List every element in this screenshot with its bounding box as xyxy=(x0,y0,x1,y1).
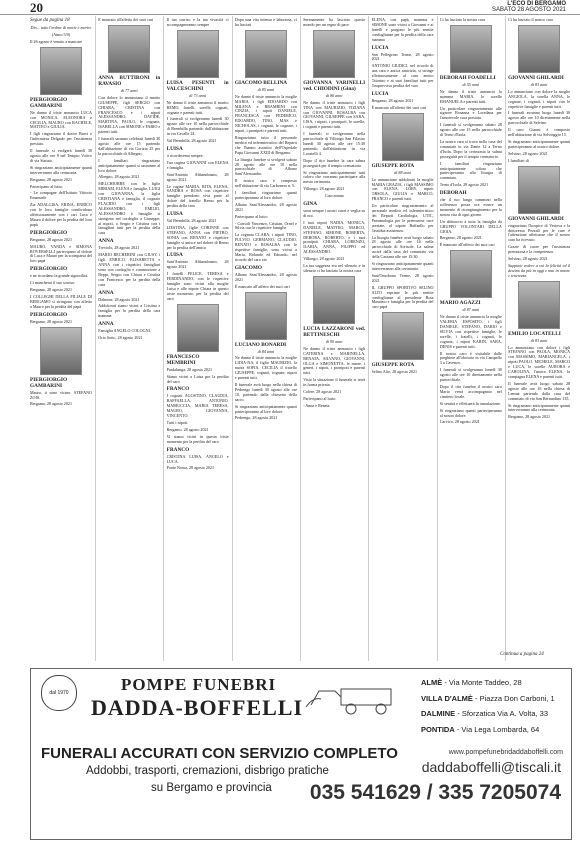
obituary-text: È mancato all'affetto dei suoi cari xyxy=(439,242,495,248)
column-divider xyxy=(505,16,506,661)
deceased-name: GIOVANNI GHILARDI xyxy=(508,215,564,222)
deceased-name: GINA xyxy=(303,201,318,208)
branch-line: DALMINE - Sforzatica Via A. Volta, 33 xyxy=(421,709,549,718)
obituary-text: Il funerale avrà luogo nella chiesa di Pedrengo lunedì 30 agosto alle ore 10, partendo dalla chiesetta della sacro. xyxy=(234,381,297,402)
deceased-name: MARIO AGAZZI xyxy=(439,300,481,307)
obituary-text: Bergamo, 28 agosto 2021 xyxy=(30,176,72,182)
obituary-text: Pedrengo, 28 agosto 2021 xyxy=(234,415,278,421)
obituary-column xyxy=(303,18,365,663)
obituary-text: di 73 anni xyxy=(189,92,206,98)
portrait-photo xyxy=(518,281,560,329)
deceased-name: LUISA xyxy=(166,211,183,218)
ad-website[interactable]: www.pompefunebridaddaboffelli.com xyxy=(448,749,563,756)
obituary-column xyxy=(235,18,297,663)
obituary-text: I figli ringraziano il dottor Bravi e l'infermiera Delgado per l'assistenza prestata. xyxy=(30,131,92,147)
deceased-name: ANNA xyxy=(98,238,114,245)
portrait-photo xyxy=(40,47,82,95)
obituary-text: Dopo una vita intensa e laboriosa, ci ha lasciati xyxy=(234,18,297,27)
obituary-text: I familiari di xyxy=(508,157,529,163)
obituary-text: Bergamo, 28 agosto 2021 xyxy=(508,414,551,420)
deceased-name: GIOVANNA VARINELLI ved. CHIODINI (Gina) xyxy=(303,79,366,92)
obituary-text: Si ringraziano anticipatamente quanti interverranno alla cerimonia. xyxy=(30,164,92,175)
deceased-name: DEBORAH xyxy=(439,190,467,197)
obituary-column xyxy=(30,26,92,671)
obituary-text: di 55 anni xyxy=(462,81,480,87)
obituary-text: I familiari ringraziano anticipatamente coloro che parteciperanno alla liturgia di commiato. xyxy=(439,160,502,181)
ad-brand-main: DADDA-BOFFELLI xyxy=(91,695,304,720)
obituary-text: di 88 anni xyxy=(394,169,411,175)
obituary-text: MARIO BECHERINI con GIUSY, i figli ENRICO, ELISABETTA e ANNA con i rispettivi famigliari sono con cordoglio e commozione a Beppi, Sergio con Chiara e Cristina con Francesco per la perdita della cara xyxy=(98,252,161,287)
obituary-text: Pradalunga, 28 agosto 2021 xyxy=(166,366,213,372)
branch-line: VILLA D'ALMÈ - Piazza Don Carboni, 1 xyxy=(421,693,555,703)
portrait-photo xyxy=(382,113,424,161)
obituary-text: I familiari ringraziano anticipatamente quanti si uniranno al loro dolore. xyxy=(98,157,161,173)
obituary-text: Ne danno il triste annuncio la mamma MARIA, le sorelle EMANUELA e parenti tutti. xyxy=(439,88,502,104)
portrait-photo xyxy=(450,250,492,298)
continued-to: Continua a pagina 24 xyxy=(500,652,544,657)
obituary-text: Villongo, 28 agosto 2021 xyxy=(303,186,345,192)
deceased-name: PIERGIORGIO xyxy=(30,229,68,236)
obituary-text: Il nostro caro è composto nell'abitazione di via Carbonera n. 5. xyxy=(234,178,297,189)
obituary-text: di 77 anni xyxy=(120,87,138,93)
obituary-text: Ne danno il triste annuncio la moglie VALERIA ESPOSITO, i figli DANIELE, STEFANO, DARIO e SILVIA con rispettive famiglie, le sorelle, i fratelli, i cognati, le cognate, i nipoti KARIN, SARA, DENIS e parenti tutti. xyxy=(439,314,502,349)
obituary-text: sarai sempre i nostri cuori e veglia su di noi. xyxy=(303,208,366,218)
obituary-text: Ciao nonna xyxy=(324,193,344,199)
obituary-text: I funerali si svolgeranno lunedì 30 agosto alle ore 10 nella parrocchiale di Brembilla partendo dall'abitazione in via Cavalle 24. xyxy=(166,116,229,137)
obituary-text: Bergamo, 28 agosto 2021 xyxy=(30,401,72,407)
obituary-text: di 83 anni xyxy=(530,337,548,343)
obituary-text: Lo annunciano addolorati la moglie MARIA GRAZIA, i figli MASSIMO con ELENA, LORY, nipoti ORSOLA, GIULIA e MARCO, FRANCO e parenti tutti. xyxy=(371,176,434,202)
obituary-text: LIESTINA, figlie CORINNE con STEFANO, ANNA con PIETRO, SONIA con RENATO e rispettive famiglie si unisce nel dolore di Remo per la perdita dell'amica xyxy=(166,224,229,250)
obituary-text: I fratelli FELICE, TERESA e FERDINANDO, con le rispettive famiglie sono vicini alla moglie Luisa e alle nipote Chiara in questo triste momento, per la perdita del caro xyxy=(166,271,229,301)
deceased-name: FRANCESCO MEMBRINI xyxy=(166,353,200,366)
portrait-photo xyxy=(108,25,150,73)
obituary-text: Selino Alto, 28 agosto 2021 xyxy=(371,369,418,375)
obituary-text: Visto la situazione il funerale si terrà in forma privata. xyxy=(303,377,366,388)
publication-date: SABATO 28 AGOSTO 2021 xyxy=(491,7,566,13)
column-divider xyxy=(300,16,301,661)
deceased-name: ANNA xyxy=(98,321,114,328)
obituary-text: Lo annunciano con dolore i figli STEFANO con PAOLA, MONICA con MASSIMO, MARIANGELA, i nipoti PAOLO, MICHELE, MARCO e LUCA, le sorelle AURORA e CAROLINA, l'amica ELENA, la compagna ELENA e parenti tutti. xyxy=(508,344,571,379)
deceased-name: FRANCO xyxy=(166,386,190,393)
deceased-name: GIACOMO xyxy=(234,264,262,271)
obituary-text: Colere, 28 agosto 2021 xyxy=(303,389,342,395)
obituary-text: I familiari ringraziano quanti parteciperanno al loro dolore. xyxy=(234,190,297,200)
hearse-icon xyxy=(301,677,411,717)
deceased-name: PIERGIORGIO xyxy=(30,266,68,273)
obituary-text: - Anna e Renata xyxy=(303,402,330,408)
obituary-text: La cognata CLARA, i nipoti TINO, FULVIO, GERMANO, CLAUDIO, RENATO e ROSALBA con le rispettive famiglie, sono vicini a Maria, Rolando ed Edoardo, nel ricordo del caro zio xyxy=(234,232,297,262)
obituary-column xyxy=(508,18,570,648)
obituary-text: Il tuo sorriso e la tua vivacità ci accompagneranno sempre xyxy=(166,18,229,27)
obituary-text: IL GRUPPO SPORTIVO SELINO ALTO esprime le più sentite condoglianze al presidente Rota Massimo e famiglia per la perdita del caro papà xyxy=(371,284,434,310)
obituary-text: Albegno, 28 agosto 2021 xyxy=(98,174,140,180)
obituary-text: È mancato all'affetto dei suoi cari xyxy=(234,283,290,289)
obituary-text: Val Brembilla, 28 agosto 2021 xyxy=(166,218,217,224)
obituary-text: Partecipano al lutto: xyxy=(303,395,337,401)
obituary-text: I funerali si svolgeranno nella parrocchiale di Villongo San Filastro lunedì 30 agosto alle ore 15:30 partendo dall'abitazione in via Locatelli 4. xyxy=(303,131,366,156)
obituary-text: Ponte Nossa, 28 agosto 2021 xyxy=(166,465,215,471)
deceased-name: GIUSEPPE ROTA xyxy=(371,162,415,169)
deceased-name: GIACOMO BELLINA xyxy=(234,79,288,86)
obituary-text: Si ringraziano anticipatamente quanti interverranno alla cerimonia. xyxy=(371,261,434,271)
publication-name: L'ECO DI BERGAMO xyxy=(507,1,566,7)
deceased-name: ANNA BUTTIRONI in RAVASIO xyxy=(98,74,161,87)
obituary-text: La nostra cara si trova nella casa del commiato in via Dante 12 a Terno d'Isola. Dopo la cerimonia la salma proseguirà per il tempio crematorio. xyxy=(439,138,502,159)
funeral-home-ad xyxy=(30,668,572,840)
obituary-text: I cognati AGOSTINO, CLAUDIA, RAFFAELLA, ANTONIO, MARIUCCIA, MARIA TERESA, MAURO, GIOVANNA, VINCENTO. xyxy=(166,393,229,419)
portrait-photo xyxy=(177,304,219,352)
obituary-text: MAURO, VANDA e SIMONA ROVERSELLI partecipano al dolore di Luca e Mauro per la scomparsa del loro papà xyxy=(30,243,92,264)
deceased-name: LUCIANO BONARDI xyxy=(234,341,287,348)
portrait-photo xyxy=(518,25,560,73)
obituary-text: Ne danno il triste annuncio LUCA con MONICA, ELEONORA e CECILIA, MAURO con RACHELE, MATTEO e GIULIA. xyxy=(30,109,92,130)
obituary-text: Si ringraziano anticipatamente quanti parteciperanno al nostro dolore. xyxy=(508,138,571,149)
obituary-text: - Consoli Vincenzo, Cristian, Ornel e Silvia con le rispettive famiglie xyxy=(234,220,297,231)
ad-slogan: FUNERALI ACCURATI CON SERVIZIO COMPLETO xyxy=(41,745,398,762)
obituary-text: Addolorati siamo vicini a Cristina e famiglia per la perdita della cara mamma xyxy=(98,303,161,319)
obituary-text: I funerali si svolgeranno sabato 28 agosto alle ore 15 nella parrocchiale di Terno d'Isola. xyxy=(439,122,502,138)
obituary-text: di 83 anni xyxy=(530,81,548,87)
portrait-photo xyxy=(450,25,492,73)
obituary-text: Vi siamo vicini in questo triste momento per la perdita del caro xyxy=(166,433,229,444)
obituary-text: Mauro, ti sono vicino. STEFANO ZOIS. xyxy=(30,389,92,400)
obituary-text: di 90 anni xyxy=(325,338,343,344)
obituary-text: e ne ricordano la grande signorilità. xyxy=(30,273,89,279)
obituary-text: È mancato all'affetto dei suoi cari xyxy=(98,18,154,22)
ad-logo xyxy=(41,675,77,711)
obituary-text: Albano Sant'Alessandro, 28 agosto 2021 xyxy=(234,201,297,212)
obituary-text: (Atmo 5/0) xyxy=(51,31,71,37)
obituary-text: I funerali saranno celebrati lunedì 30 agosto alle ore 15 partendo dall'abitazione di via Gorizia 25 per la parrocchiale di Albegno. xyxy=(98,136,161,156)
obituary-text: Ne danno il triste annuncio i figli CATERINA e MARINELLA, RENATA, SILVANO, GIOVANNI, OLGA e SIMONETTA, le nuore, i generi, i nipoti, i pronipoti e parenti tutti. xyxy=(303,345,366,376)
obituary-text: che il tuo lungo cammino nella sofferenza possa ora essere un momento di ricongiungimento per la nostra vita di ogni giorno. xyxy=(439,197,502,217)
deceased-name: DEBORAH FOADELLI xyxy=(439,74,496,81)
obituary-text: Ne danno il triste annuncio il marito REMO, fratelli, sorelle, cognati, cognate e parenti tutti. xyxy=(166,99,229,115)
obituary-column xyxy=(98,18,160,663)
obituary-text: Dopo il rito funebre la cara salma proseguirà per il tempio crematorio. xyxy=(303,157,366,168)
obituary-text: Si ringraziano anticipatamente quanti interverranno alla cerimonia. xyxy=(508,402,571,413)
obituary-text: La liturgia funebre si svolgerà sabato 28 agosto alle ore 10 nella parrocchiale di Albano Sant'Alessandro. xyxy=(234,156,297,177)
page-header xyxy=(0,0,580,15)
deceased-name: EMILIO LOCATELLI xyxy=(508,330,561,337)
obituary-text: Bergamo, 28 agosto 2021 xyxy=(371,97,414,103)
deceased-name: GIOVANNI GHILARDI xyxy=(508,74,564,81)
obituary-text: Sant'Antonio Abbandonato, 28 agosto 2021 xyxy=(166,259,229,270)
obituary-text: Ne danno il triste annuncio i figli TINA con MAURIZIO, TIZIANA con GIOVANNI, ROSALBA con GIOVANNI, GIUSEPPE con SARA, LISA, i nipoti, i pronipoti, le sorelle, i cognati e parenti tutti. xyxy=(303,99,366,130)
obituary-text: Siamo vicini a Luisa per la perdita del caro xyxy=(166,373,229,384)
obituary-text: Ne danno il triste annuncio la moglie MARIA, i figli EDOARDO con MILENA e BRAMBINI con CINZIA, i nipoti DANIELE, FRANCESCA con FEDERICO, EDOARDO, TINO, MAS e NICHOLAS, i cognati, le cognate, i nipoti, i pronipoti e parenti tutti. xyxy=(234,93,297,134)
obituary-text: Ne danno il triste annuncio la moglie LIDIA-NA, il figlio MAURIZIO, la nuora SOFIA, CECILIA il fratello GIUSEPPE, cognati, cognate, nipoti e parenti tutti. xyxy=(234,355,297,381)
obituary-text: I funerali si svolgeranno lunedì 30 agosto alle ore 10 direttamente nella parrocchiale. xyxy=(439,367,502,383)
portrait-photo xyxy=(40,327,82,375)
column-divider xyxy=(437,16,438,661)
obituary-text: di 87 anni xyxy=(462,307,480,313)
obituary-text: Si ringraziano anticipatamente quanti parteciperanno al loro dolore. xyxy=(234,403,297,414)
obituary-text: È mancato all'affetto dei suoi cari xyxy=(371,104,427,110)
obituary-text: Dalmine, 28 agosto 2021 xyxy=(98,296,140,302)
obituary-text: Ringraziamo tutto il personale medico ed infermieristico del Reparti che l'hanno assistito dell'Ospedale Papa Giovanni XXIII di Bergamo. xyxy=(234,134,297,155)
deceased-name: FRANCO xyxy=(166,446,190,453)
obituary-text: Con dolore lo annunciano il marito GIUSEPPE, figli SERGIO con CHIARA, CRISTINA con FRANCESCO e i nipoti ALESSANDRO, DAVIDE, MARTINA, PAOLO, le cognate, ISABELLA con SIMONE e FABIO e parenti tutti. xyxy=(98,94,161,135)
obituary-column xyxy=(440,18,502,663)
obituary-text: Partecipano al lutto: xyxy=(30,183,63,189)
ad-phones: 035 541629 / 335 7205074 xyxy=(309,781,561,804)
obituary-text: Sappiate vedere a voi la felicità ed il destino da più in oggi e mai in amore e tenerezza. xyxy=(508,262,571,278)
obituary-text: Tutti i nipoti. xyxy=(166,419,189,425)
branch-line: PONTIDA - Via Lega Lombarda, 64 xyxy=(421,724,540,734)
obituary-text: Sant'Antonio Abbandonato, 28 agosto 2021 xyxy=(166,171,229,182)
obituary-text: di 85 anni xyxy=(257,86,275,92)
obituary-text: Orio Sotto, 28 agosto 2021 xyxy=(98,335,143,341)
column-divider xyxy=(368,16,369,661)
obituary-text: ringraziano l'hospice di Vertova e la dottoressa Pezzali per le cure e l'attenzione affettuose che il nostro caro ha ricevuto. xyxy=(508,222,571,243)
obituary-text: La tua saggezza era nel silenzio e in silenzio ci ha lasciato la nostra cara xyxy=(303,263,366,273)
portrait-photo xyxy=(382,312,424,360)
obituary-text: Val Brembilla, 28 agosto 2021 xyxy=(166,138,217,144)
obituary-text: Bergamo, 28 agosto 2021 xyxy=(30,236,72,242)
obituary-text: Bergamo, 28 agosto 2021 xyxy=(166,426,209,432)
obituary-text: Ci ha lasciato la nostra cara xyxy=(439,18,485,22)
obituary-text: Partecipano al lutto: xyxy=(234,213,268,219)
obituary-text: I funerali avranno luogo lunedì 30 agosto alle ore 10 direttamente nella parrocchiale di Selvino. xyxy=(508,110,571,126)
obituary-text: Il funerale si svolgerà lunedì 30 agosto alle ore 9 nel Tempio Votivo di via Statuto. xyxy=(30,148,92,163)
obituary-text: Lo annunciano con dolore la moglie ANGIOLA, la sorella ANNA, le cognate, i cognati, i nipoti con le rispettive famiglie e parenti tutti. xyxy=(508,88,571,109)
deceased-name: GIUSEPPE ROTA xyxy=(371,362,415,369)
obituary-text: Carvico, 28 agosto 2021 xyxy=(439,419,480,425)
portrait-photo xyxy=(245,292,287,340)
obituary-text: CRISTINA LUISA, ANGELO e LUCA. xyxy=(166,453,229,464)
obituary-text: Bergamo, 28 agosto 2021 xyxy=(439,235,482,241)
deceased-name: LUCIA xyxy=(371,44,389,51)
ad-area: su Bergamo e provincia xyxy=(151,782,272,794)
deceased-name: PIERGIORGIO xyxy=(30,311,68,318)
deceased-name: LUCIA xyxy=(371,90,389,97)
column-divider xyxy=(232,16,233,661)
column-divider xyxy=(163,16,164,661)
obituary-text: Sant'Omobono Terme, 28 agosto 2021 xyxy=(371,272,434,283)
continued-from: Segue da pagina 18 xyxy=(30,18,70,23)
obituary-text: Bergamo, 28 agosto 2021 xyxy=(30,318,72,324)
obituary-text: I COLLEGHI DELLA FILIALE DI BERGAMO si stringono con affetto a Mauro per la perdita del papà xyxy=(30,294,92,309)
deceased-name: LUCIA LAZZARONI ved. BETTINESCHI xyxy=(303,325,366,338)
deceased-name: ANNA xyxy=(98,289,114,296)
ad-services: Addobbi, trasporti, cremazioni, disbrigo pratiche xyxy=(86,765,329,777)
obituary-text: Treviolo, 28 agosto 2021 xyxy=(98,245,140,251)
obituary-text: Dopo il rito funebre il nostro caro Mario verrà accompagnato nel cimitero locale. xyxy=(439,383,502,399)
obituary-text: I tuoi nipoti NADIA, MONICA, DANIELE, MATTEO, MARCO, STEFANO, SIMONE, ROBERTA, DEBORA, ROBERTO, e i tuoi pronipoti CHIARA, LORENZO, ILARIA, ANNA, FILIPPO ed ALESSANDRO. xyxy=(303,219,366,255)
obituary-text: Un particolare ringraziamento al personale medico ed infermieristico dei Reparti Cardiologia, UTIC, Pneumologia per le premurose cure prestate, al nipote Raffaello per l'assidua assistenza. xyxy=(371,203,434,233)
obituary-column xyxy=(372,18,434,663)
obituary-text: di 84 anni xyxy=(257,348,275,354)
obituary-text: Un abbraccio a tutta la famiglia da GRUPPO VOLONTARI DELLA GIOIA. xyxy=(439,218,502,234)
obituary-text: Dio... tutto l'ordine di morte e morire xyxy=(30,26,92,30)
deceased-name: PIERGIORGIO GAMBARINI xyxy=(30,96,68,109)
ad-branches xyxy=(421,675,555,737)
obituary-text: La liturgia funebre avrà luogo sabato 28 agosto alle ore 16 nella parrocchiale di Sorisole. La salma uscirà dalla casa del commiato via della Carzana alle ore 15:30. xyxy=(371,234,434,260)
obituary-text: Il funerale avrà luogo sabato 28 agosto alle ore 16 nella chiesa di Lemna partendo dalla casa del commiato di via San Bernardino 135. xyxy=(508,380,571,401)
portrait-photo xyxy=(245,30,287,78)
portrait-photo xyxy=(313,30,355,78)
publication-info xyxy=(492,1,566,13)
deceased-name: LUISA xyxy=(166,145,183,152)
obituary-text: Albano Sant'Alessandro, 28 agosto 2021 xyxy=(234,271,297,282)
obituary-text: Ci ha lasciato il nostro caro xyxy=(508,18,553,22)
branch-line: ALMÈ - Via Monte Taddeo, 28 xyxy=(421,678,522,687)
column-divider xyxy=(95,16,96,661)
deceased-name: LUISA PESENTI in VALCESCHINI xyxy=(166,79,229,92)
portrait-photo xyxy=(518,166,560,214)
obituary-text: Si ringraziano anticipatamente tutti coloro che vorranno partecipare alla mesta cerimonia. xyxy=(303,169,366,185)
portrait-photo xyxy=(177,30,219,78)
obituary-text: Un particolare ringraziamento alle signore Rosanna e Loredana per l'amorevole cura prestata. xyxy=(439,105,502,121)
obituary-text: Grazie di cuore per l'assistenza premurosa e la competenza. xyxy=(508,244,571,255)
obituary-text: di 86 anni xyxy=(325,92,343,98)
obituary-text: Selvino, 28 agosto 2021 xyxy=(508,150,548,156)
obituary-text: Le cugine MARIA, RITA, ELENA, SANDRA e ROSA con rispettive famiglie prendono viva parte al dolore del fratello Remo per la perdita della cara xyxy=(166,183,229,209)
obituary-text: Famiglia ANGELO COLOGNI. xyxy=(98,328,151,334)
obituary-text: Il caro Gianni è composto nell'abitazione di via Selvinggio 15. xyxy=(508,127,571,138)
obituary-text: Terno d'Isola, 28 agosto 2021 xyxy=(439,182,489,188)
obituary-text: - Le compagne dell'Istituto Vittorio Emanuele xyxy=(30,190,92,201)
obituary-text: Si sentirà e effettuerà la tumulazione. xyxy=(439,400,501,406)
obituary-text: Selvino, 28 agosto 2021 xyxy=(508,256,548,262)
obituary-text: ELENA, con papà, mamma e SIMONE sono vicini a Giovanni e ai fratelli e porgono le più sentite condoglianze per la perdita della cara mamma xyxy=(371,18,434,42)
obituary-text: MELCHIORRE con le figlie MIRIAM, ELENA e famiglie, LUIGI con GIOVANNA, la figlia CRISTIANA e famiglia, il cognato PLACIDO con i figli ALESSANDRO, EMILIO, ALESSANDRO e famiglie si stringono nel cordoglio a Giuseppe, ai nipoti, a Sergio e Cristina con i famigliari tutti per la perdita della cara xyxy=(98,181,161,236)
obituary-text: Il 26 agosto è venuto a mancare xyxy=(30,38,83,44)
obituary-text: Tua cugina GIOVANNI con ELENA e famiglia. xyxy=(166,159,229,170)
obituary-text: ti ricorderemo sempre. xyxy=(166,152,204,158)
ad-since: dal 1970 xyxy=(49,690,69,696)
deceased-name: LUISA xyxy=(166,252,183,259)
obituary-text: Il nostro caro è visitabile dalle preghiere all'obitorio in via Campello 3 a Cavenzo. xyxy=(439,350,502,366)
page-number: 20 xyxy=(30,0,43,15)
ad-email[interactable]: daddaboffelli@tiscali.it xyxy=(421,759,561,775)
obituary-text: Si ringraziano quanti parteciperanno al nostro dolore. xyxy=(439,407,502,418)
ad-brand-top: POMPE FUNEBRI xyxy=(121,675,277,694)
obituary-text: Ci mancherai il suo sorriso. xyxy=(30,280,76,286)
deceased-name: PIERGIORGIO GAMBARINI xyxy=(30,376,68,389)
obituary-text: Serenamente ha lasciato questo mondo per un regno di pace xyxy=(303,18,366,27)
obituary-text: Villongo, 28 agosto 2021 xyxy=(303,256,345,262)
obituary-text: Zia ADALGISA, ERINA, ENRICO con le loro famiglie condividono affettuosamente con i cari Luca e Mauro il dolore per la perdita del loro papà xyxy=(30,202,92,227)
obituary-text: San Pellegrino Terme, 28 agosto 2021 xyxy=(371,51,434,62)
obituary-text: Bergamo, 28 agosto 2021 xyxy=(30,287,72,293)
obituary-column xyxy=(167,18,229,663)
portrait-photo xyxy=(313,276,355,324)
obituary-text: ANTONIO GIUDICI, nel ricordo di una cara e antica amicizia, si stringe affettuosamente al caro amico Ottorino e ai suoi familiari tutti per l'improvvisa perdita del caro xyxy=(371,63,434,88)
